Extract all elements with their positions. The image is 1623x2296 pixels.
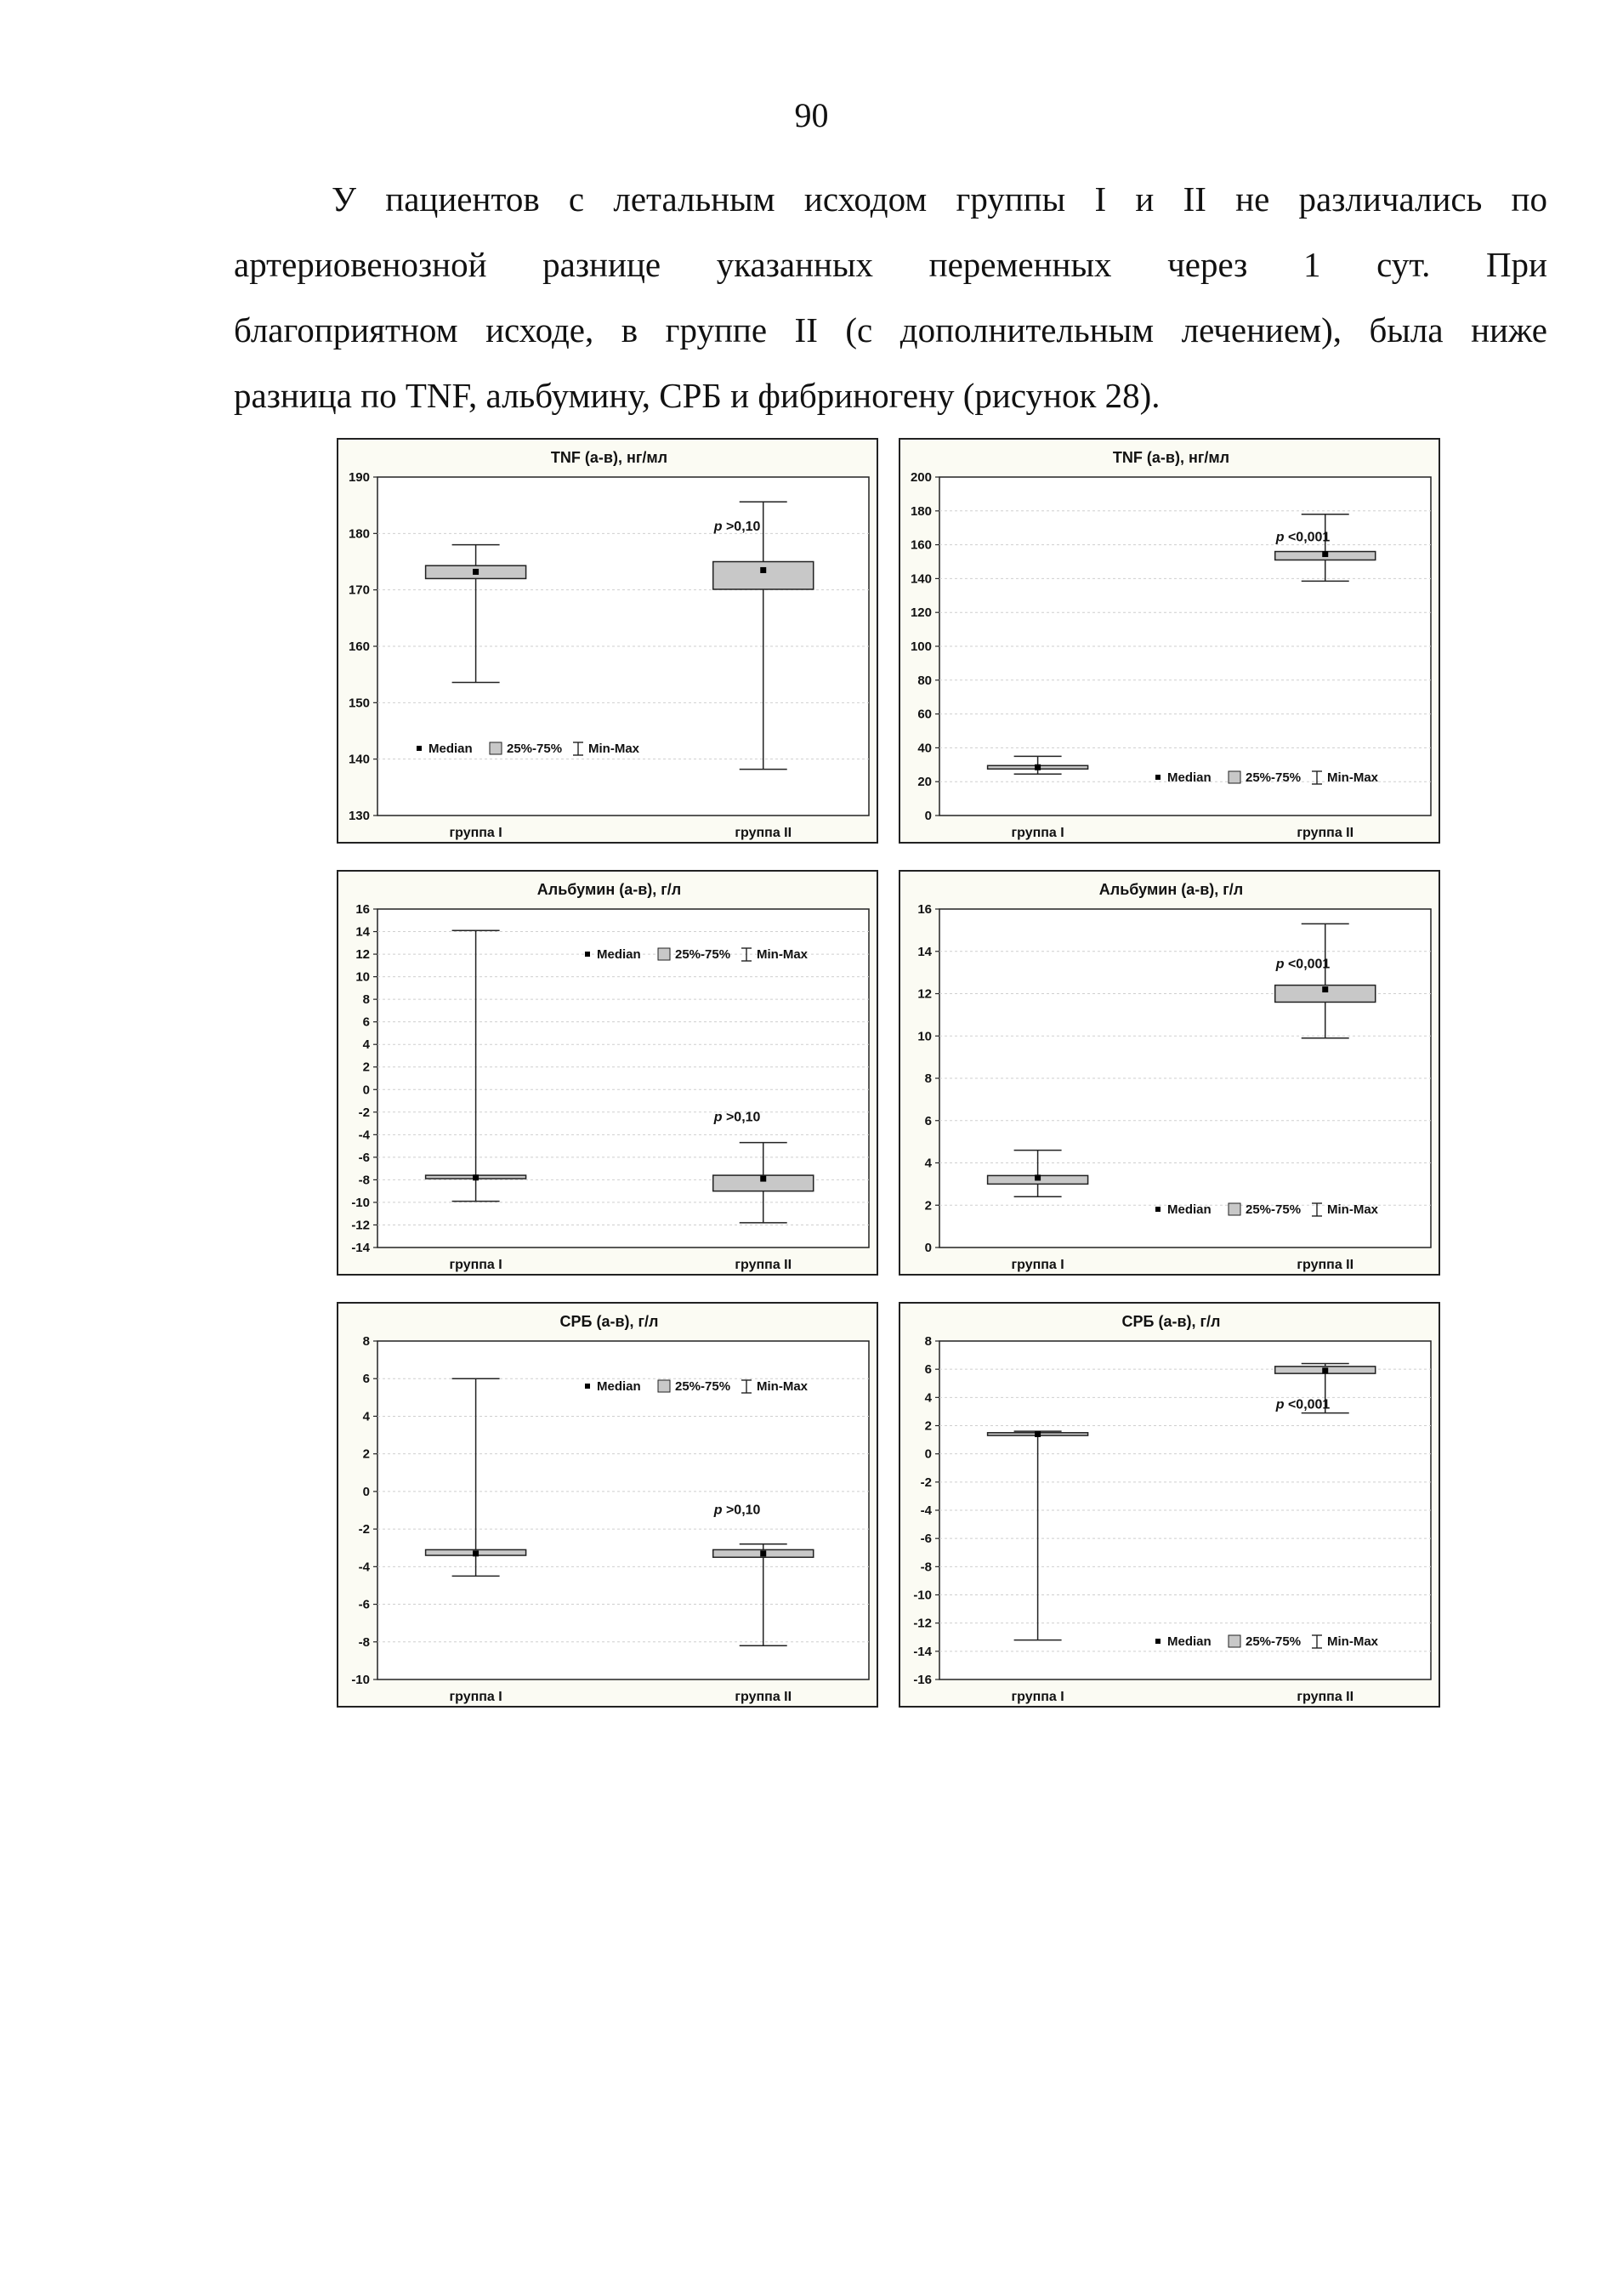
p-value-annotation (1275, 958, 1331, 972)
legend-median-marker (1155, 775, 1161, 780)
x-tick-label: группа I (1011, 1690, 1064, 1704)
p-symbol: p (1275, 957, 1285, 972)
y-tick-label: 8 (924, 1071, 932, 1086)
p-symbol: p (713, 1503, 723, 1518)
x-tick-label: группа I (449, 1258, 502, 1272)
y-tick-label: 140 (910, 571, 932, 587)
x-tick-label: группа II (735, 1258, 792, 1272)
y-tick-label: 2 (362, 1446, 370, 1462)
median-marker (473, 1174, 479, 1180)
y-tick-label: 160 (910, 537, 932, 553)
legend-median-marker (1155, 1207, 1161, 1212)
y-tick-label: 2 (924, 1198, 932, 1213)
chart-title: СРБ (а-в), г/л (559, 1313, 659, 1330)
paragraph-line: разница по TNF, альбумину, СРБ и фибриногену (рисунок 28). (234, 376, 1161, 415)
y-tick-label: -4 (358, 1128, 370, 1143)
p-value: >0,10 (722, 1110, 761, 1125)
y-tick-label: 12 (355, 947, 370, 963)
legend-box-swatch (658, 1380, 670, 1392)
y-tick-label: 0 (362, 1484, 370, 1499)
p-value-annotation (1275, 1398, 1331, 1412)
y-tick-label: -14 (913, 1644, 932, 1659)
y-tick-label: 4 (362, 1037, 370, 1053)
legend-median-marker (417, 746, 422, 751)
chart-albumin-favorable (899, 870, 1440, 1276)
y-tick-label: -10 (913, 1588, 932, 1603)
y-tick-label: -6 (358, 1597, 370, 1612)
y-tick-label: 160 (348, 639, 370, 654)
p-symbol: p (713, 520, 723, 535)
legend-box-swatch (1229, 771, 1240, 783)
y-tick-label: 16 (917, 902, 932, 917)
p-value-annotation (1275, 531, 1331, 545)
y-tick-label: -10 (351, 1673, 370, 1687)
legend-whisker-label: Min-Max (1327, 1202, 1378, 1217)
y-tick-label: 180 (348, 526, 370, 542)
y-tick-label: -2 (358, 1105, 370, 1120)
p-value: <0,001 (1284, 530, 1331, 545)
boxplot-chart (338, 872, 880, 1277)
y-tick-label: 150 (348, 696, 370, 711)
median-marker (1322, 551, 1328, 557)
paragraph-line: артериовенозной разнице указанных переменных через 1 сут. При (234, 245, 1547, 284)
legend (585, 947, 809, 962)
y-tick-label: 16 (355, 902, 370, 917)
y-tick-label: -8 (920, 1560, 932, 1575)
y-tick-label: 8 (362, 1334, 370, 1349)
y-tick-label: -8 (358, 1634, 370, 1650)
x-tick-label: группа I (1011, 826, 1064, 840)
legend-median-label: Median (597, 1379, 641, 1394)
legend-box-swatch (1229, 1203, 1240, 1215)
y-tick-label: -12 (351, 1218, 370, 1233)
legend-median-label: Median (597, 947, 641, 962)
y-tick-label: 100 (910, 639, 932, 654)
median-marker (760, 567, 766, 573)
legend-median-marker (1155, 1639, 1161, 1644)
legend-median-label: Median (1167, 1634, 1212, 1649)
boxplot-chart (900, 440, 1442, 845)
median-marker (1035, 764, 1041, 770)
legend-whisker-label: Min-Max (757, 947, 808, 962)
y-tick-label: 6 (924, 1362, 932, 1378)
legend (1155, 1634, 1379, 1649)
boxplot-chart (900, 1304, 1442, 1709)
p-value-annotation (713, 1110, 761, 1124)
legend-box-swatch (490, 742, 502, 754)
boxplot-chart (338, 440, 880, 845)
median-marker (473, 569, 479, 575)
median-marker (1322, 1367, 1328, 1373)
boxplot-chart (338, 1304, 880, 1709)
legend-box-label: 25%-75% (675, 1379, 731, 1394)
y-tick-label: 2 (924, 1418, 932, 1434)
y-tick-label: 200 (910, 470, 932, 485)
median-marker (760, 1176, 766, 1182)
y-tick-label: 4 (924, 1390, 932, 1406)
legend-whisker-label: Min-Max (1327, 770, 1378, 785)
y-tick-label: -4 (920, 1503, 932, 1518)
x-tick-label: группа II (735, 826, 792, 840)
x-tick-label: группа I (1011, 1258, 1064, 1272)
legend-whisker-label: Min-Max (757, 1379, 808, 1394)
legend-box-label: 25%-75% (675, 947, 731, 962)
p-symbol: p (1275, 530, 1285, 545)
legend-box-label: 25%-75% (1246, 770, 1302, 785)
y-tick-label: -8 (358, 1173, 370, 1188)
chart-title: СРБ (а-в), г/л (1121, 1313, 1221, 1330)
median-marker (1035, 1174, 1041, 1180)
p-value-annotation (713, 1503, 761, 1517)
median-marker (760, 1550, 766, 1556)
y-tick-label: 6 (362, 1014, 370, 1030)
y-tick-label: -4 (358, 1560, 370, 1575)
y-tick-label: -2 (358, 1522, 370, 1537)
legend-median-marker (585, 1384, 590, 1389)
y-tick-label: 140 (348, 752, 370, 767)
y-tick-label: 170 (348, 583, 370, 598)
y-tick-label: -6 (358, 1150, 370, 1165)
x-tick-label: группа I (449, 826, 502, 840)
y-tick-label: 10 (355, 969, 370, 985)
y-tick-label: 130 (348, 809, 370, 823)
chart-title: TNF (а-в), нг/мл (1112, 449, 1230, 466)
legend-box-label: 25%-75% (507, 742, 563, 756)
y-tick-label: 8 (924, 1334, 932, 1349)
chart-tnf-favorable (899, 438, 1440, 844)
chart-title: Альбумин (а-в), г/л (536, 881, 682, 898)
y-tick-label: 0 (362, 1083, 370, 1098)
x-tick-label: группа II (1297, 826, 1354, 840)
p-symbol: p (713, 1110, 723, 1125)
legend (417, 742, 640, 756)
paragraph-line: благоприятном исходе, в группе II (с дополнительным лечением), была ниже (234, 310, 1547, 350)
y-tick-label: -14 (351, 1241, 370, 1255)
y-tick-label: 8 (362, 992, 370, 1008)
y-tick-label: 14 (917, 944, 932, 959)
y-tick-label: -16 (913, 1673, 932, 1687)
y-tick-label: -6 (920, 1532, 932, 1547)
y-tick-label: 12 (917, 986, 932, 1002)
chart-crp-favorable (899, 1302, 1440, 1708)
legend-median-label: Median (428, 742, 473, 756)
body-paragraph (234, 167, 1547, 429)
x-tick-label: группа II (735, 1690, 792, 1704)
legend-box-label: 25%-75% (1246, 1634, 1302, 1649)
median-marker (1035, 1431, 1041, 1437)
legend (1155, 1202, 1379, 1217)
page-number: 90 (794, 96, 829, 134)
boxplot-chart (900, 872, 1442, 1277)
p-value: <0,001 (1284, 1397, 1331, 1412)
chart-tnf-lethal (337, 438, 878, 844)
p-value: >0,10 (722, 520, 761, 535)
median-marker (473, 1550, 479, 1556)
legend (585, 1379, 809, 1394)
y-tick-label: 20 (917, 775, 932, 790)
y-tick-label: 60 (917, 707, 932, 722)
legend-box-swatch (658, 948, 670, 960)
chart-albumin-lethal (337, 870, 878, 1276)
p-value: >0,10 (722, 1503, 761, 1518)
y-tick-label: 190 (348, 470, 370, 485)
p-value-annotation (713, 520, 761, 534)
x-tick-label: группа I (449, 1690, 502, 1704)
y-tick-label: 4 (362, 1409, 370, 1424)
y-tick-label: -12 (913, 1616, 932, 1631)
y-tick-label: 10 (917, 1029, 932, 1044)
x-tick-label: группа II (1297, 1258, 1354, 1272)
chart-title: TNF (а-в), нг/мл (550, 449, 668, 466)
legend-box-label: 25%-75% (1246, 1202, 1302, 1217)
legend-whisker-label: Min-Max (588, 742, 639, 756)
y-tick-label: -10 (351, 1195, 370, 1210)
paragraph-line: У пациентов с летальным исходом группы I и II не различались по (332, 179, 1547, 219)
y-tick-label: 40 (917, 741, 932, 756)
y-tick-label: 120 (910, 605, 932, 621)
legend-median-marker (585, 952, 590, 957)
y-tick-label: 0 (924, 809, 932, 823)
chart-crp-lethal (337, 1302, 878, 1708)
median-marker (1322, 986, 1328, 992)
y-tick-label: 2 (362, 1060, 370, 1075)
y-tick-label: 80 (917, 673, 932, 688)
y-tick-label: 6 (362, 1372, 370, 1387)
y-tick-label: 14 (355, 924, 370, 940)
p-symbol: p (1275, 1397, 1285, 1412)
legend-median-label: Median (1167, 770, 1212, 785)
iqr-box (713, 562, 814, 590)
y-tick-label: 180 (910, 503, 932, 519)
y-tick-label: -2 (920, 1475, 932, 1490)
x-tick-label: группа II (1297, 1690, 1354, 1704)
legend-box-swatch (1229, 1635, 1240, 1647)
legend-median-label: Median (1167, 1202, 1212, 1217)
chart-title: Альбумин (а-в), г/л (1098, 881, 1244, 898)
y-tick-label: 4 (924, 1156, 932, 1171)
y-tick-label: 0 (924, 1241, 932, 1255)
legend-whisker-label: Min-Max (1327, 1634, 1378, 1649)
y-tick-label: 0 (924, 1446, 932, 1462)
legend (1155, 770, 1379, 785)
y-tick-label: 6 (924, 1113, 932, 1128)
p-value: <0,001 (1284, 957, 1331, 972)
